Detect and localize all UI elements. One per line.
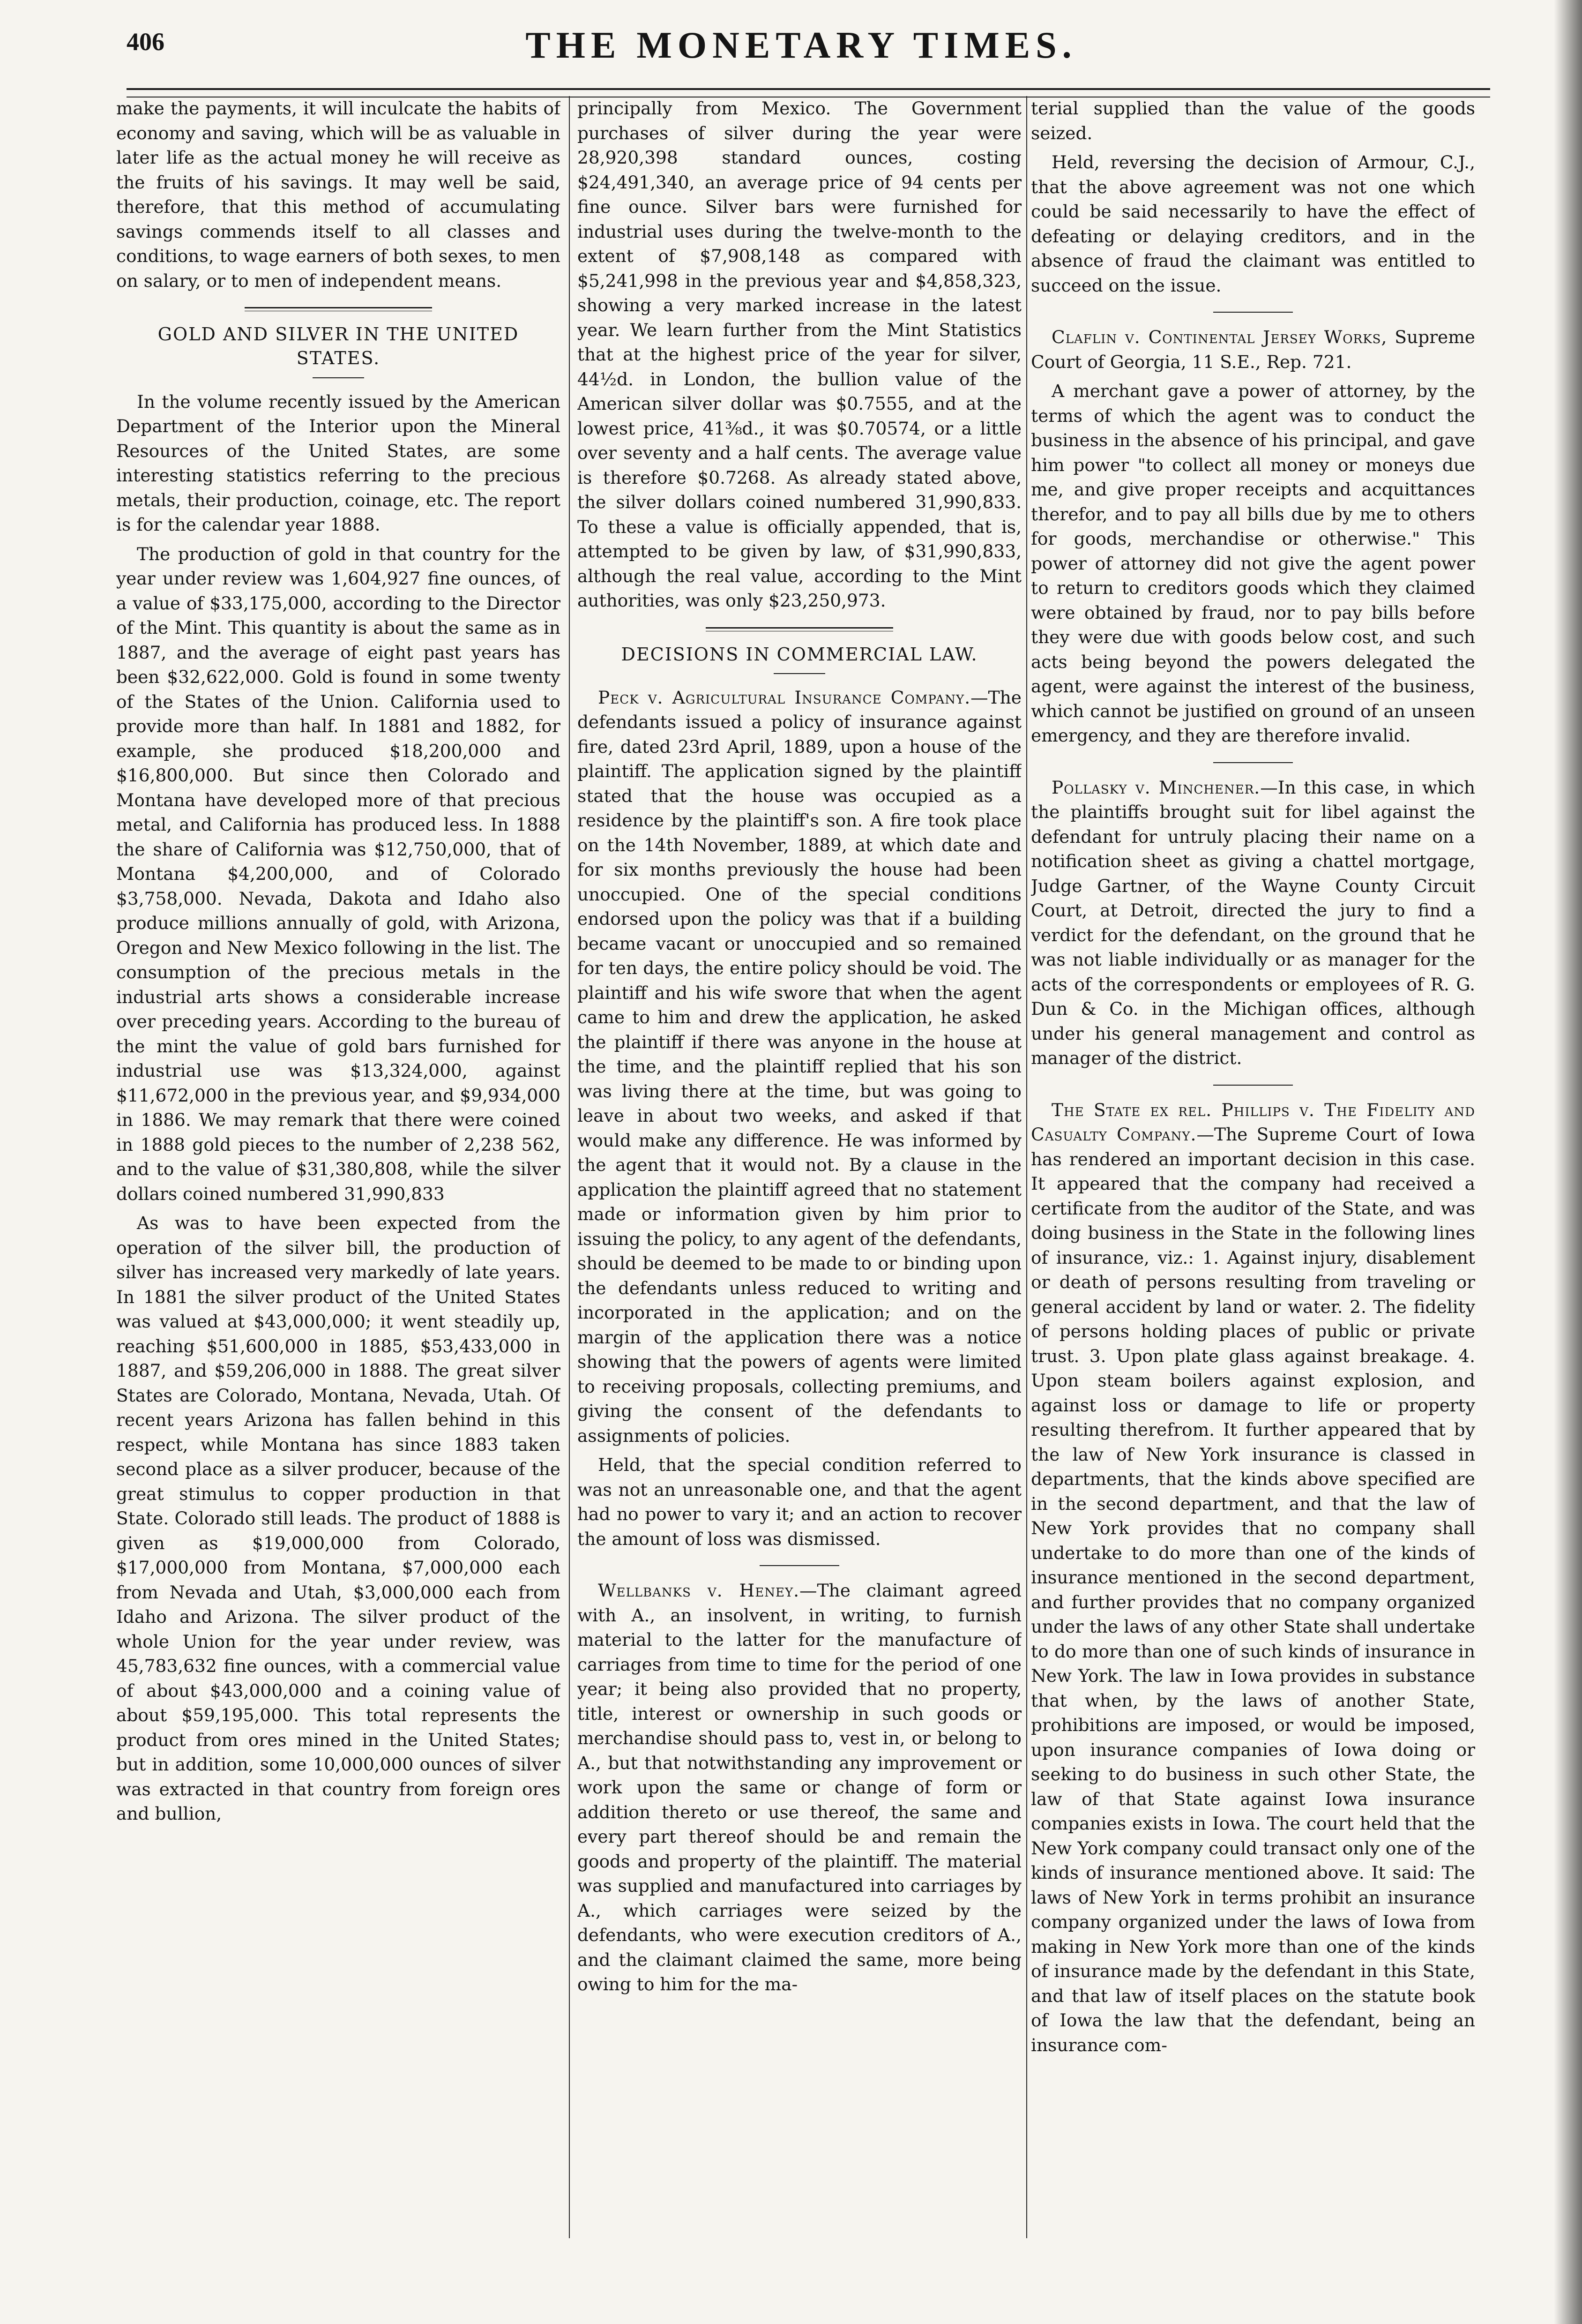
gold-paragraph-1: In the volume recently issued by the American Department of the Interior upon the Mineral Resources of the United States, are some interesting statistics referring to the precious metals, their production, coinage, etc. The report is for the calendar year 1888. [116, 391, 560, 535]
silver-paragraph: As was to have been expected from the operation of the silver bill, the production of silver has increased very markedly of late years. In 1881 the silver product of the United States was valued at $43,000,000; it went steadily up, reaching $51,600,000 in 1885, $53,433,000 in 1887, and $59,206,000 in 1888. The great silver States are Colorado, Montana, Nevada, Utah. Of recent years Arizona has fallen behind in this respect, while Montana has since 1883 taken second place as a silver producer, because of the great stimulus to copper production in that State. Colorado still leads. The product of 1888 is given as $19,000,000 from Colorado, $17,000,000 from Montana, $7,000,000 each from Nevada and Utah, $3,000,000 each from Idaho and Arizona. The silver product of the whole Union for the year under review, was 45,783,632 fine ounces, with a commercial value of about $43,000,000 and a coining value of about $59,195,000. This total represents the product from ores mined in the United States; but in addition, some 10,000,000 ounces of silver was extracted in that country from foreign ores and bullion, [116, 1213, 560, 1824]
gold-paragraph-2: The production of gold in that country for the year under review was 1,604,927 fine ounces, of a value of $33,175,000, according to the Director of the Mint. This quantity is about the same as in 1887, and the average of eight past years has been $32,622,000. Gold is found in some twenty of the States of the Union. California used to provide more than half. In 1881 and 1882, for example, she produced $18,200,000 and $16,800,000. But since then Colorado and Montana have developed more of that precious metal, and California has produced less. In 1888 the share of California was $12,750,000, that of Montana $4,200,000, and of Colorado $3,758,000. Nevada, Dakota and Idaho also produce millions annually of gold, with Arizona, Oregon and New Mexico following in the list. The consumption of the precious metals in the industrial arts shows a considerable increase over preceding years. According to the bureau of the mint the value of gold bars furnished for industrial use was $13,324,000, against $11,672,000 in the previous year, and $9,934,000 in 1886. We may remark that there were coined in 1888 gold pieces to the number of 2,238 562, and to the value of $31,380,808, while the silver dollars coined numbered 31,990,833 [116, 543, 560, 1204]
case-title-peck: Peck v. Agricultural Insurance Company. [598, 687, 971, 708]
peck-case-text: —The defendants issued a policy of insurance against fire, dated 23rd April, 1889, upon a house of the plaintiff. The application signed by the plaintiff stated that the house was occupied as a residence by the plaintiff's son. A fire took place on the 14th November, 1889, at which date and for six months previously the house had been unoccupied. One of the special conditions endorsed upon the policy was that if a building became vacant or unoccupied and so remained for ten days, the entire policy should be void. The plaintiff and his wife swore that when the agent came to him and drew the application, he asked the plaintiff if there was anyone in the house at the time, and the plaintiff replied that his son was living there at the time, but was going to leave in about two weeks, and asked if that would make any difference. He was informed by the agent that it would not. By a clause in the application the plaintiff agreed that no statement made or information given by him prior to issuing the policy, to any agent of the defendants, should be deemed to be made to or binding upon the defendants unless reduced to writing and incorporated in the application; and on the margin of the application there was a notice showing that the powers of agents were limited to receiving proposals, collecting premiums, and giving the consent of the defendants to assignments of policies. [577, 687, 1022, 1446]
claflin-case-heading [1031, 325, 1475, 374]
gold-silver-heading: GOLD AND SILVER IN THE UNITED STATES. [157, 324, 519, 369]
section-rule [245, 307, 432, 311]
section-rule [706, 627, 893, 631]
heading-rule [313, 377, 364, 378]
right-column [1031, 96, 1475, 2238]
case-rule [760, 1565, 839, 1566]
case-title-wellbanks: Wellbanks v. Heney. [598, 1580, 800, 1601]
masthead [112, 19, 1490, 89]
wellbanks-case-text: —The claimant agreed with A., an insolvent, in writing, to furnish material to the latter for the manufacture of carriages from time to time for the period of one year; it being also provided that no property, title, interest or ownership in such goods or merchandise should pass to, vest in, or belong to A., but that notwithstanding any improvement or work upon the same or change of form or addition thereto or use thereof, the same and every part thereof should be and remain the goods and property of the plaintiff. The material was supplied and manufactured into carriages by A., which carriages were seized by the defendants, who were execution creditors of A., and the claimant claimed the same, more being owing to him for the ma- [577, 1580, 1022, 1995]
case-rule [1213, 1085, 1293, 1086]
binding-edge-shadow [1554, 0, 1582, 2324]
case-rule [1213, 312, 1293, 313]
claflin-citation: Supreme Court of Georgia, 11 S.E., Rep. 721. [1031, 327, 1475, 372]
phillips-case-text: —The Supreme Court of Iowa has rendered an important decision in this case. It appeared that the company had received a certificate from the auditor of the State, and was doing business in the State in the following lines of insurance, viz.: 1. Against injury, disablement or death of persons resulting from traveling or general accident by land or water. 2. The fidelity of persons holding places of public or private trust. 3. Upon plate glass against breakage. 4. Upon steam boilers against explosion, and against loss or damage to life or property resulting therefrom. It further appeared that by the law of New York insurance is classed in departments, that the kinds above specified are in the second department, and that the law of New York provides that no company shall undertake to do more than one of the kinds of insurance mentioned in the second department, and further provides that no company organized under the laws of any other State shall undertake to do more than one of such kinds of insurance in New York. The law in Iowa provides in substance that when, by the laws of another State, prohibitions are imposed, or would be imposed, upon insurance companies of Iowa doing or seeking to do business in such other State, the law of that State against Iowa insurance companies exists in Iowa. The court held that the New York company could transact only one of the kinds of insurance mentioned above. It said: The laws of New York in terms prohibit an insurance company organized under the laws of Iowa from making in New York more than one of the kinds of insurance made by the defendant in this State, and that law of itself places on the statute book of Iowa the law that the defendant, being an insurance com- [1031, 1124, 1475, 2055]
wellbanks-case-paragraph [577, 1578, 1022, 1997]
journal-title: THE MONETARY TIMES. [525, 25, 1077, 66]
silver-continued-paragraph: principally from Mexico. The Government purchases of silver during the year were 28,920,398 standard ounces, costing $24,491,340, an average price of 94 cents per fine ounce. Silver bars were furnished for industrial uses during the twelve-month to the extent of $7,908,148 as compared with $5,241,998 in the previous year and $4,858,323, showing a very marked increase in the latest year. We learn further from the Mint Statistics that at the highest price of the year for silver, 44½d. in London, the bullion value of the American silver dollar was $0.7555, and at the lowest price, 41⅜d., it was $0.70574, or a little over seventy and a half cents. The average value is therefore $0.7268. As already stated above, the silver dollars coined numbered 31,990,833. To these a value is officially appended, that is, attempted to be given by law, of $31,990,833, although the real value, according to the Mint authorities, was only $23,250,973. [577, 98, 1022, 611]
case-title-phillips: The State ex rel. Phillips v. The Fidelity and Casualty Company. [1031, 1099, 1475, 1145]
case-title-claflin: Claflin v. Continental Jersey Works, [1052, 327, 1388, 347]
phillips-case-paragraph [1031, 1098, 1475, 2058]
case-title-pollasky: Pollasky v. Minchener. [1052, 777, 1261, 798]
claflin-paragraph: A merchant gave a power of attorney, by the terms of which the agent was to conduct the business in the absence of his principal, and gave him power "to collect all money or moneys due me, and give proper receipts and acquittances therefor, and to pay all bills due by me to others for goods, merchandise or otherwise." This power of attorney did not give the agent power to return to creditors goods which they claimed were obtained by fraud, nor to pay bills before they were due with goods below cost, and such acts being beyond the powers delegated the agent, were against the interest of the business, which cannot be justified on ground of an unseen emergency, and they are therefore invalid. [1031, 381, 1475, 746]
column-divider-left [569, 96, 570, 2238]
peck-case-paragraph [577, 685, 1022, 1448]
wellbanks-held-paragraph: Held, reversing the decision of Armour, C.J., that the above agreement was not one which could be said necessarily to have the effect of defeating or delaying creditors, and in the absence of fraud the claimant was entitled to succeed on the issue. [1031, 152, 1475, 296]
peck-held-paragraph: Held, that the special condition referred to was not an unreasonable one, and that the agent had no power to vary it; and an action to recover the amount of loss was dismissed. [577, 1454, 1022, 1549]
left-column [116, 96, 560, 2238]
heading-rule [774, 673, 825, 674]
middle-column [577, 96, 1022, 2238]
savings-paragraph: make the payments, it will inculcate the habits of economy and saving, which will be as valuable in later life as the actual money he will receive as the fruits of his savings. It may well be said, therefore, that this method of accumulating savings commends itself to all classes and conditions, to wage earners of both sexes, to men on salary, or to men of independent means. [116, 98, 560, 291]
page-number: 406 [127, 28, 164, 56]
commercial-law-heading: DECISIONS IN COMMERCIAL LAW. [621, 644, 978, 665]
pollasky-case-paragraph [1031, 775, 1475, 1071]
wellbanks-continued: terial supplied than the value of the goods seized. [1031, 98, 1475, 143]
column-divider-right [1026, 96, 1027, 2238]
case-rule [1213, 762, 1293, 763]
pollasky-case-text: —In this case, in which the plaintiffs brought suit for libel against the defendant for untruly placing their name on a notification sheet as giving a chattel mortgage, Judge Gartner, of the Wayne County Circuit Court, at Detroit, directed the jury to find a verdict for the defendant, on the ground that he was not liable individually or as manager for the acts of the correspondents or employees of R. G. Dun & Co. in the Michigan offices, although under his general management and control as manager of the district. [1031, 777, 1475, 1068]
